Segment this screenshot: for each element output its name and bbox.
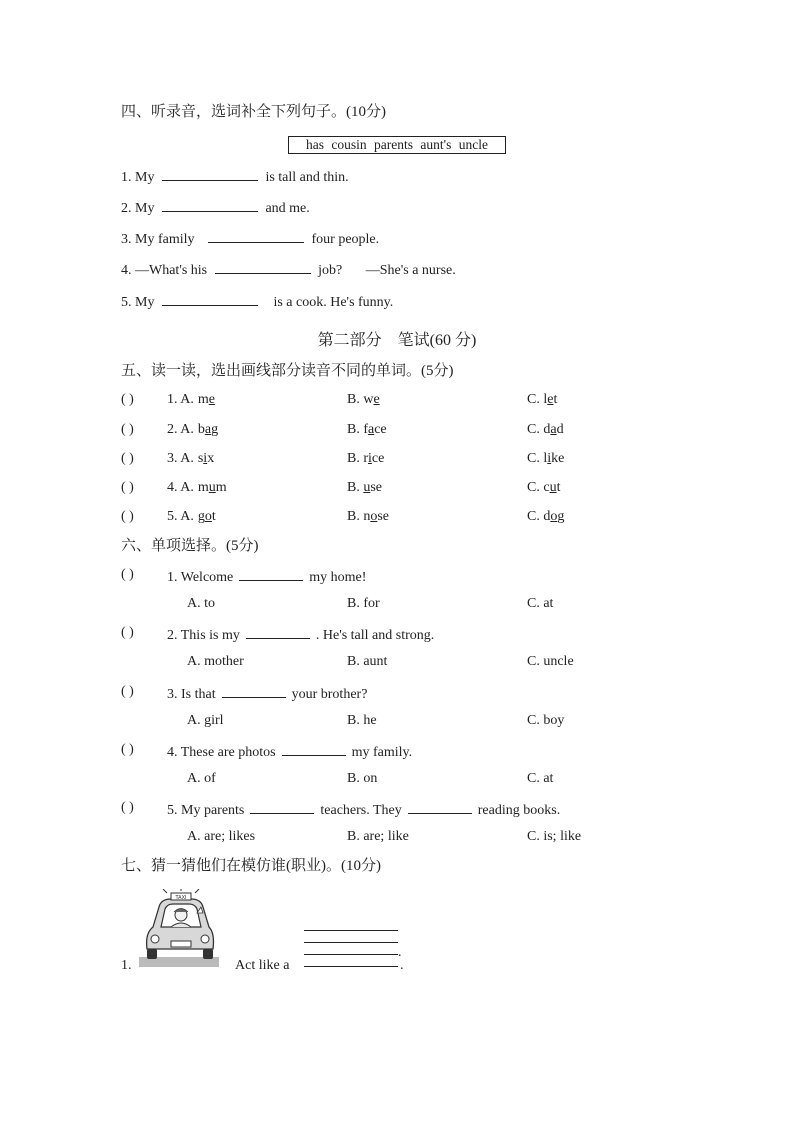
question-text: reading books. bbox=[477, 803, 561, 818]
s6-option-5-a[interactable]: A. are; likes bbox=[187, 829, 256, 844]
s4-item-4-post: job? bbox=[318, 263, 343, 278]
underlined-letter: u bbox=[549, 480, 557, 495]
question-text: your brother? bbox=[291, 687, 368, 702]
question-blank[interactable] bbox=[250, 799, 314, 814]
s6-answer-paren-4[interactable]: ( ) bbox=[121, 742, 134, 757]
part-title bbox=[0, 327, 794, 350]
s5-answer-paren-5[interactable]: ( ) bbox=[121, 509, 134, 524]
s6-option-3-b[interactable]: B. he bbox=[347, 713, 377, 728]
word-part: ke bbox=[551, 451, 565, 466]
question-blank[interactable] bbox=[282, 741, 346, 756]
word-part: se bbox=[377, 509, 390, 524]
s4-item-4 bbox=[121, 259, 456, 280]
question-blank-2[interactable] bbox=[408, 799, 472, 814]
s4-item-5-pre: 5. My bbox=[121, 295, 155, 310]
question-text: teachers. They bbox=[320, 803, 402, 818]
question-text: my family. bbox=[351, 745, 413, 760]
s4-item-4-pre: 4. —What's his bbox=[121, 263, 208, 278]
s4-item-1-pre: 1. My bbox=[121, 170, 155, 185]
s5-option-a-4 bbox=[167, 479, 227, 497]
word-box: has cousin parents aunt's uncle bbox=[288, 136, 506, 154]
underlined-letter: e bbox=[373, 392, 380, 407]
underlined-letter: a bbox=[368, 422, 375, 437]
s6-question-2 bbox=[167, 624, 434, 645]
s5-answer-paren-3[interactable]: ( ) bbox=[121, 451, 134, 466]
s6-option-1-a[interactable]: A. to bbox=[187, 596, 215, 611]
word-part: g bbox=[557, 509, 565, 524]
underlined-letter: a bbox=[550, 422, 557, 437]
s5-option-c-5 bbox=[527, 508, 564, 526]
s6-answer-paren-5[interactable]: ( ) bbox=[121, 800, 134, 815]
question-blank[interactable] bbox=[222, 683, 286, 698]
s6-question-3 bbox=[167, 683, 367, 704]
s4-blank-4[interactable] bbox=[215, 259, 311, 274]
s7-end-mark-upper: . bbox=[398, 945, 402, 960]
underlined-letter: e bbox=[547, 392, 554, 407]
s5-num: 2. A. bbox=[167, 422, 194, 437]
answer-line-1 bbox=[304, 930, 398, 931]
word-part: g bbox=[197, 509, 205, 524]
question-text: 3. Is that bbox=[167, 687, 216, 702]
s7-item-number: 1. bbox=[121, 958, 132, 973]
s5-option-a-1 bbox=[167, 391, 215, 409]
s5-answer-paren-2[interactable]: ( ) bbox=[121, 422, 134, 437]
s6-option-1-b[interactable]: B. for bbox=[347, 596, 380, 611]
word-part: b bbox=[197, 422, 205, 437]
s4-blank-1[interactable] bbox=[162, 166, 258, 181]
word-part: t bbox=[553, 392, 558, 407]
underlined-letter: o bbox=[550, 509, 558, 524]
word-part: B. f bbox=[347, 422, 368, 437]
question-blank[interactable] bbox=[246, 624, 310, 639]
word-part: C. d bbox=[527, 509, 551, 524]
word-part: m bbox=[215, 480, 227, 495]
s7-prompt: Act like a bbox=[235, 958, 290, 973]
s5-option-b-3 bbox=[347, 450, 384, 468]
s6-option-2-a[interactable]: A. mother bbox=[187, 654, 244, 669]
s5-option-b-5 bbox=[347, 508, 389, 526]
question-text: 1. Welcome bbox=[167, 570, 234, 585]
s6-option-4-a[interactable]: A. of bbox=[187, 771, 216, 786]
underlined-letter: u bbox=[208, 480, 216, 495]
s5-option-b-4 bbox=[347, 479, 382, 497]
s6-option-3-a[interactable]: A. girl bbox=[187, 713, 224, 728]
part-title-right: 笔试(60 分) bbox=[397, 332, 477, 349]
s5-num: 5. A. bbox=[167, 509, 194, 524]
underlined-letter: i bbox=[368, 451, 372, 466]
word-part: C. c bbox=[527, 480, 550, 495]
underlined-letter: o bbox=[370, 509, 378, 524]
question-text: 4. These are photos bbox=[167, 745, 276, 760]
s5-option-a-2 bbox=[167, 421, 218, 439]
s6-option-2-b[interactable]: B. aunt bbox=[347, 654, 388, 669]
word-part: ce bbox=[371, 451, 385, 466]
s5-option-b-1 bbox=[347, 391, 380, 409]
word-part: x bbox=[207, 451, 215, 466]
s5-option-c-1 bbox=[527, 391, 557, 409]
underlined-letter: a bbox=[204, 422, 212, 437]
word-part: B. n bbox=[347, 509, 371, 524]
word-part: t bbox=[211, 509, 216, 524]
underlined-letter: i bbox=[203, 451, 208, 466]
s4-blank-3[interactable] bbox=[208, 228, 304, 243]
s6-option-1-c[interactable]: C. at bbox=[527, 596, 554, 611]
s6-option-3-c[interactable]: C. boy bbox=[527, 713, 565, 728]
s5-option-c-4 bbox=[527, 479, 560, 497]
underlined-letter: i bbox=[547, 451, 552, 466]
taxi-driver-picture bbox=[139, 889, 219, 969]
s6-question-4 bbox=[167, 741, 412, 762]
word-part: g bbox=[211, 422, 219, 437]
answer-line-4[interactable] bbox=[304, 966, 398, 967]
question-text: . He's tall and strong. bbox=[315, 628, 435, 643]
underlined-letter: o bbox=[204, 509, 212, 524]
s5-option-a-5 bbox=[167, 508, 216, 526]
word-part: C. d bbox=[527, 422, 551, 437]
s5-option-a-3 bbox=[167, 450, 214, 468]
question-blank[interactable] bbox=[239, 566, 303, 581]
s4-blank-2[interactable] bbox=[162, 197, 258, 212]
word-part: C. l bbox=[527, 451, 548, 466]
s6-option-4-b[interactable]: B. on bbox=[347, 771, 378, 786]
s5-num: 4. A. bbox=[167, 480, 194, 495]
s5-answer-paren-1[interactable]: ( ) bbox=[121, 392, 134, 407]
s6-answer-paren-2[interactable]: ( ) bbox=[121, 625, 134, 640]
section5-heading: 五、读一读，选出画线部分读音不同的单词。(5分) bbox=[121, 363, 454, 379]
s4-item-3-post: four people. bbox=[311, 232, 380, 247]
word-part: d bbox=[556, 422, 564, 437]
s6-answer-paren-3[interactable]: ( ) bbox=[121, 684, 134, 699]
s6-option-2-c[interactable]: C. uncle bbox=[527, 654, 574, 669]
question-text: 5. My parents bbox=[167, 803, 245, 818]
s6-answer-paren-1[interactable]: ( ) bbox=[121, 567, 134, 582]
s5-num: 3. A. bbox=[167, 451, 194, 466]
question-text: my home! bbox=[309, 570, 367, 585]
s4-item-2-pre: 2. My bbox=[121, 201, 155, 216]
word-part: t bbox=[556, 480, 561, 495]
question-text: 2. This is my bbox=[167, 628, 240, 643]
s4-item-3-pre: 3. My family bbox=[121, 232, 195, 247]
s4-item-5 bbox=[121, 291, 393, 312]
s4-item-1-post: is tall and thin. bbox=[265, 170, 349, 185]
s4-item-3 bbox=[121, 228, 379, 249]
s5-option-b-2 bbox=[347, 421, 387, 439]
underlined-letter: e bbox=[208, 392, 215, 407]
s6-option-5-b[interactable]: B. are; like bbox=[347, 829, 409, 844]
taxi-sign-text: TAXI bbox=[175, 895, 187, 901]
s4-item-4-answer: —She's a nurse. bbox=[365, 263, 456, 278]
section6-heading: 六、单项选择。(5分) bbox=[121, 538, 259, 554]
s6-question-1 bbox=[167, 566, 366, 587]
word-part: s bbox=[197, 451, 204, 466]
word-part: se bbox=[370, 480, 383, 495]
s6-option-5-c[interactable]: C. is; like bbox=[527, 829, 582, 844]
section4-heading: 四、听录音，选词补全下列句子。(10分) bbox=[121, 104, 386, 120]
underlined-letter: u bbox=[363, 480, 371, 495]
part-title-left: 第二部分 bbox=[317, 332, 382, 349]
word-part: m bbox=[197, 392, 209, 407]
word-part: B. bbox=[347, 480, 364, 495]
s7-end-mark: . bbox=[400, 958, 404, 973]
s4-item-1 bbox=[121, 166, 349, 187]
s5-answer-paren-4[interactable]: ( ) bbox=[121, 480, 134, 495]
answer-line-2 bbox=[304, 942, 398, 943]
word-part: B. w bbox=[347, 392, 374, 407]
answer-line-3 bbox=[304, 954, 398, 955]
s4-item-5-post: is a cook. He's funny. bbox=[273, 295, 394, 310]
s5-option-c-2 bbox=[527, 421, 564, 439]
word-part: C. l bbox=[527, 392, 548, 407]
s5-option-c-3 bbox=[527, 450, 564, 468]
word-part: ce bbox=[374, 422, 387, 437]
s5-num: 1. A. bbox=[167, 392, 194, 407]
section7-heading: 七、猜一猜他们在模仿谁(职业)。(10分) bbox=[121, 858, 381, 874]
word-part: m bbox=[197, 480, 209, 495]
s4-blank-5[interactable] bbox=[162, 291, 258, 306]
s4-item-2-post: and me. bbox=[265, 201, 310, 216]
s6-option-4-c[interactable]: C. at bbox=[527, 771, 554, 786]
s4-item-2 bbox=[121, 197, 310, 218]
s6-question-5 bbox=[167, 799, 560, 820]
word-part: B. r bbox=[347, 451, 368, 466]
